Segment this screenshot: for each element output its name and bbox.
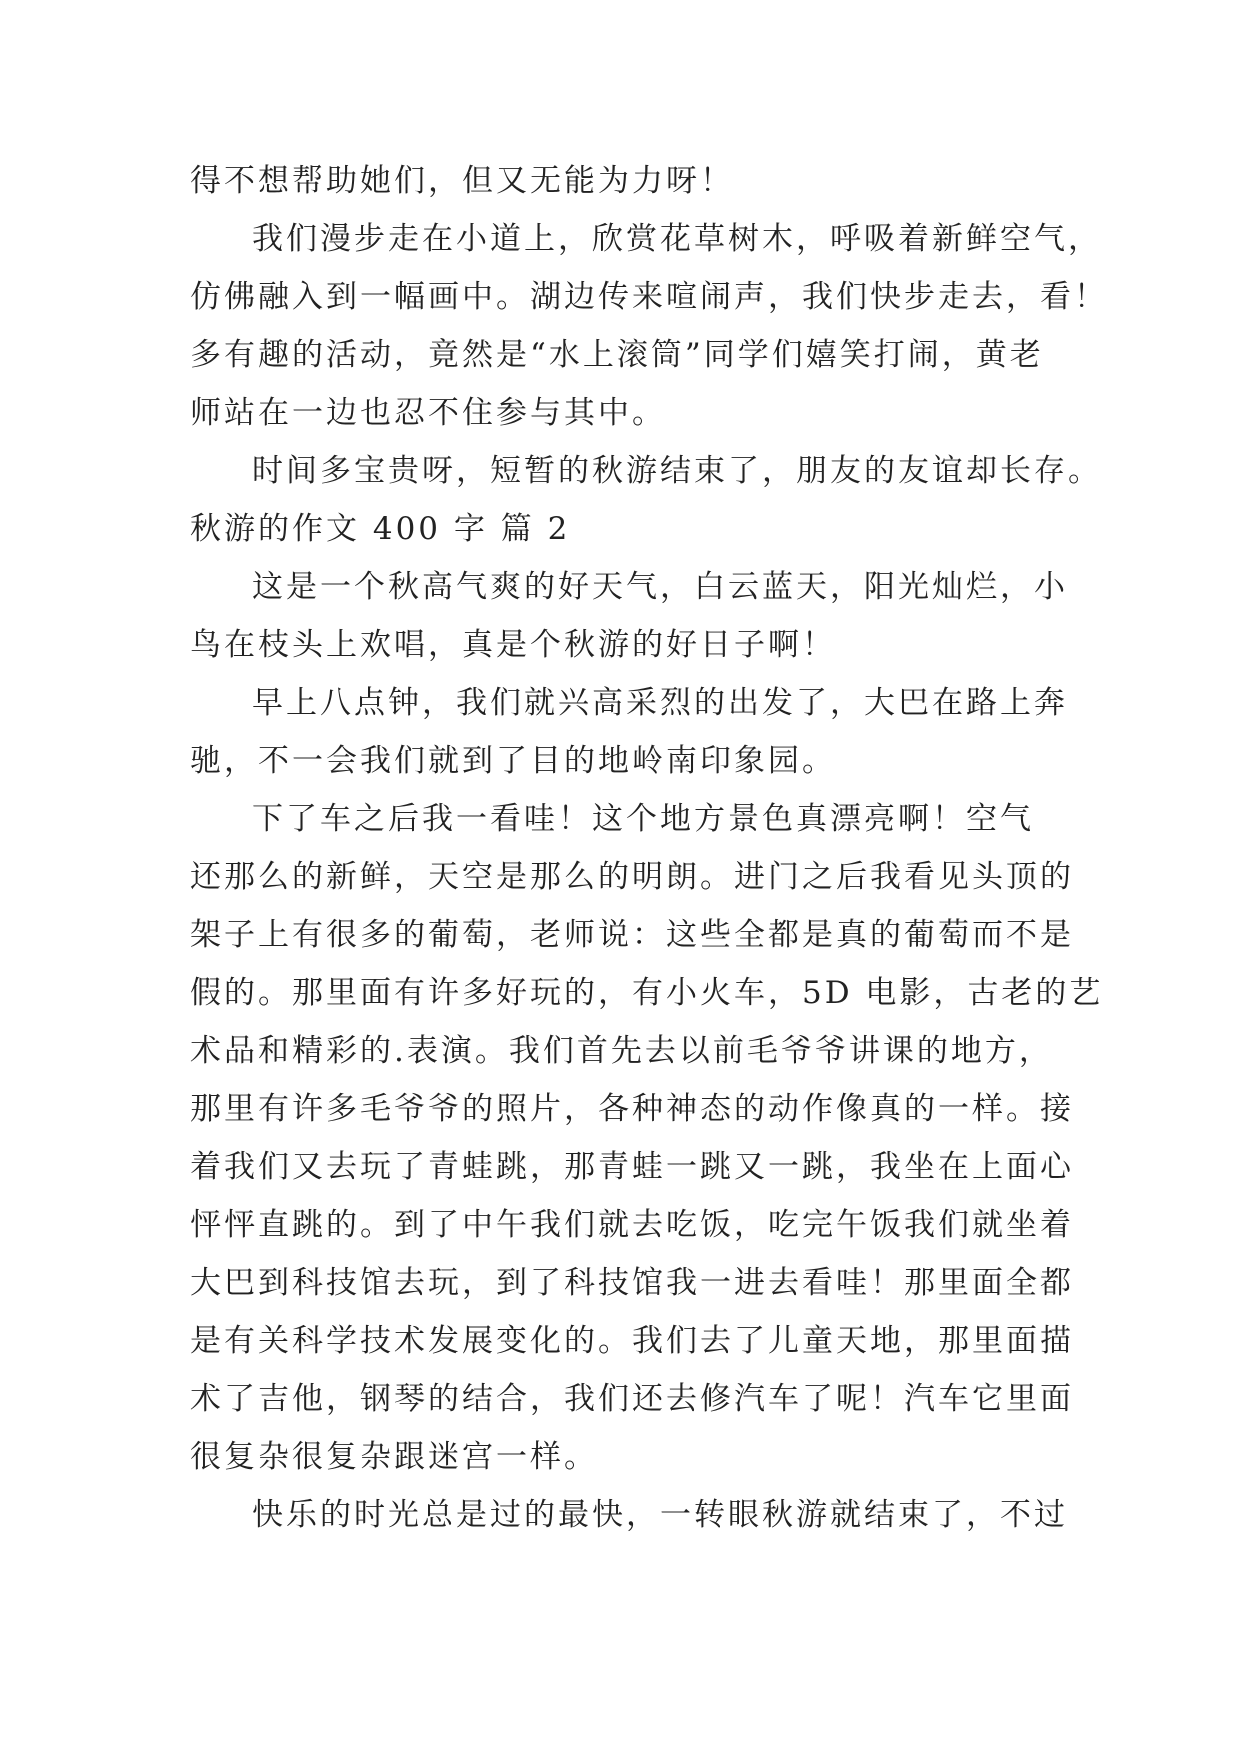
paragraph bbox=[190, 442, 1102, 500]
text-line: 秋游的作文 400 字 篇 2 bbox=[190, 511, 571, 547]
paragraph bbox=[190, 790, 1104, 1486]
paragraph bbox=[190, 152, 1070, 210]
paragraph bbox=[190, 674, 1070, 790]
text-line: 术了吉他，钢琴的结合，我们还去修汽车了呢！汽车它里面 bbox=[190, 1381, 1074, 1417]
text-line: 下了车之后我一看哇！这个地方景色真漂亮啊！空气 bbox=[252, 801, 1034, 837]
text-line: 得不想帮助她们，但又无能为力呀！ bbox=[190, 163, 734, 199]
paragraph bbox=[190, 500, 1070, 558]
text-line: 鸟在枝头上欢唱，真是个秋游的好日子啊！ bbox=[190, 627, 836, 663]
text-line: 早上八点钟，我们就兴高采烈的出发了，大巴在路上奔 bbox=[252, 685, 1068, 721]
text-line: 那里有许多毛爷爷的照片，各种神态的动作像真的一样。接 bbox=[190, 1091, 1074, 1127]
text-line: 仿佛融入到一幅画中。湖边传来喧闹声，我们快步走去，看！ bbox=[190, 279, 1108, 315]
text-line: 时间多宝贵呀，短暂的秋游结束了，朋友的友谊却长存。 bbox=[252, 453, 1102, 489]
paragraph bbox=[190, 558, 1070, 674]
text-line: 很复杂很复杂跟迷宫一样。 bbox=[190, 1439, 598, 1475]
text-line: 这是一个秋高气爽的好天气，白云蓝天，阳光灿烂，小 bbox=[252, 569, 1068, 605]
text-line: 我们漫步走在小道上，欣赏花草树木，呼吸着新鲜空气， bbox=[252, 221, 1102, 257]
text-line: 是有关科学技术发展变化的。我们去了儿童天地，那里面描 bbox=[190, 1323, 1074, 1359]
paragraph bbox=[190, 210, 1108, 442]
text-line: 师站在一边也忍不住参与其中。 bbox=[190, 395, 666, 431]
text-line: 架子上有很多的葡萄，老师说：这些全都是真的葡萄而不是 bbox=[190, 917, 1074, 953]
text-line: 驰，不一会我们就到了目的地岭南印象园。 bbox=[190, 743, 836, 779]
text-line: 假的。那里面有许多好玩的，有小火车，5D 电影，古老的艺 bbox=[190, 975, 1104, 1011]
document-body bbox=[190, 152, 1108, 1544]
text-line: 怦怦直跳的。到了中午我们就去吃饭，吃完午饭我们就坐着 bbox=[190, 1207, 1074, 1243]
text-line: 大巴到科技馆去玩，到了科技馆我一进去看哇！那里面全都 bbox=[190, 1265, 1074, 1301]
text-line: 还那么的新鲜，天空是那么的明朗。进门之后我看见头顶的 bbox=[190, 859, 1074, 895]
paragraph bbox=[190, 1486, 1070, 1544]
text-line: 术品和精彩的.表演。我们首先去以前毛爷爷讲课的地方， bbox=[190, 1033, 1053, 1069]
text-line: 多有趣的活动，竟然是“水上滚筒”同学们嬉笑打闹，黄老 bbox=[190, 337, 1044, 373]
text-line: 着我们又去玩了青蛙跳，那青蛙一跳又一跳，我坐在上面心 bbox=[190, 1149, 1074, 1185]
text-line: 快乐的时光总是过的最快，一转眼秋游就结束了，不过 bbox=[252, 1497, 1068, 1533]
